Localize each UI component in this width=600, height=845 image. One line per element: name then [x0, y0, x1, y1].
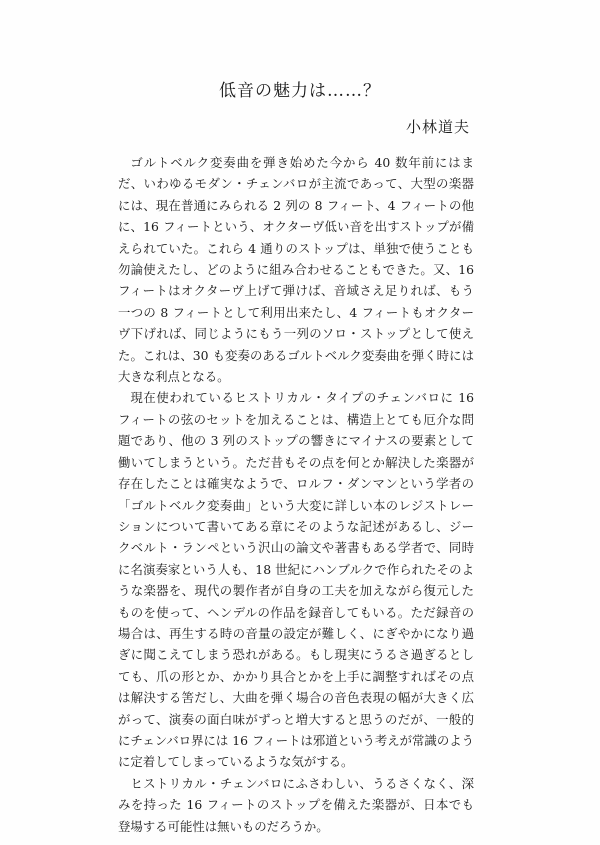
- article-body: [118, 152, 474, 837]
- article-author: 小林道夫: [405, 118, 470, 136]
- paragraph-1: ゴルトベルク変奏曲を弾き始めた今から 40 数年前にはまだ、いわゆるモダン・チェンバロが主流であって、大型の楽器には、現在普通にみられる 2 列の 8 フィート、4 フィートの他に、16 フィートという、オクターヴ低い音を出すストップが備えられていた。これら 4 通りのストップは、単独で使うことも勿論使えたし、どのように組み合わせることもできた。又、16 フィートはオクターヴ上げて弾けば、音域さえ足りれば、もう一つの 8 フィートとして利用出来たし、4 フィートもオクターヴ下げれば、同じようにもう一列のソロ・ストップとして使えた。これは、30 も変奏のあるゴルトベルク変奏曲を弾く時には大きな利点となる。: [118, 155, 474, 385]
- article-title: 低音の魅力は……？: [219, 81, 381, 101]
- paragraph-2: 現在使われているヒストリカル・タイプのチェンバロに 16 フィートの弦のセットを加えることは、構造上とても厄介な問題であり、他の 3 列のストップの響きにマイナスの要素として働いてしまうという。ただ昔もその点を何とか解決した楽器が存在したことは確実なようで、ロルフ・ダンマンという学者の「ゴルトベルク変奏曲」という大変に詳しい本のレジストレーションについて書いてある章にそのような記述があるし、ジークベルト・ランペという沢山の論文や著書もある学者で、同時に名演奏家という人も、18 世紀にハンブルクで作られたそのような楽器を、現代の製作者が自身の工夫を加えながら復元したものを使って、ヘンデルの作品を録音してもいる。ただ録音の場合は、再生する時の音量の設定が難しく、にぎやかになり過ぎに聞こえてしまう恐れがある。もし現実にうるさ過ぎるとしても、爪の形とか、かかり具合とかを上手に調整すればその点は解決する筈だし、大曲を弾く場合の音色表現の幅が大きく広がって、演奏の面白味がずっと増大すると思うのだが、一般的にチェンバロ界には 16 フィートは邪道という考えが常識のように定着してしまっているような気がする。: [118, 390, 474, 770]
- paragraph-3: ヒストリカル・チェンバロにふさわしい、うるさくなく、深みを持った 16 フィートのストップを備えた楽器が、日本でも登場する可能性は無いものだろうか。: [118, 775, 474, 834]
